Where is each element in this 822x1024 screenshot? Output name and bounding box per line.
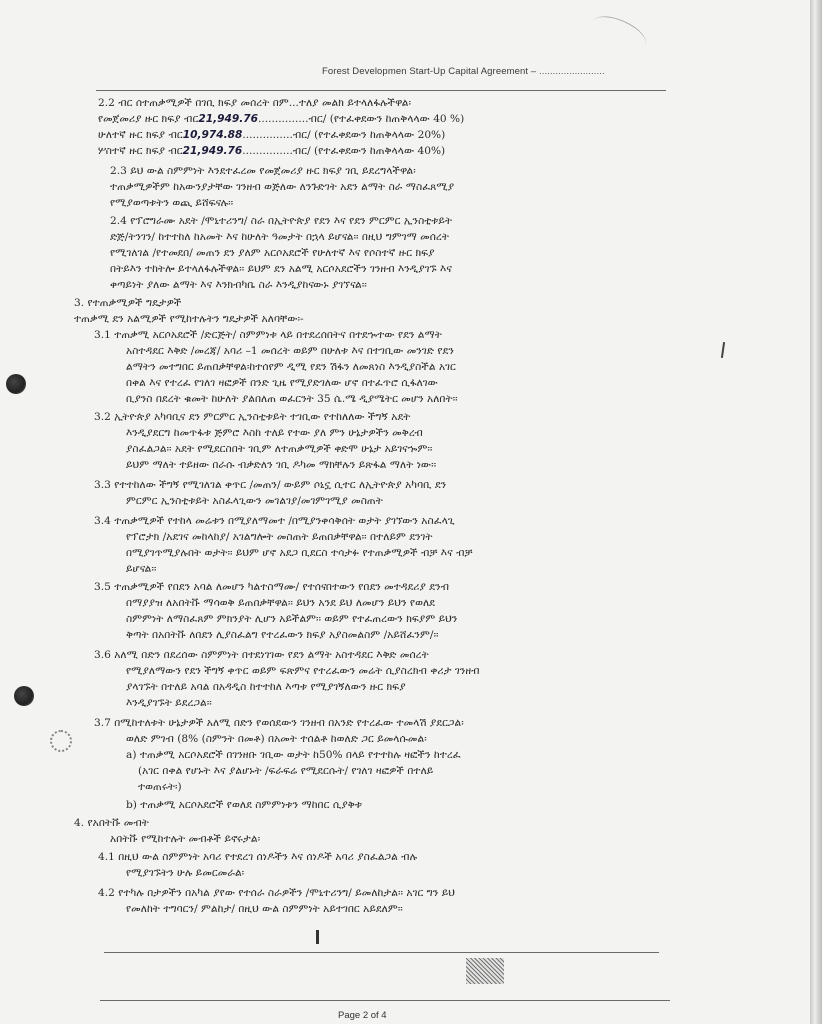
body-line <box>126 458 436 473</box>
line-text: እንዲያደርግ ከመጥፋቱ ጅምሮ እስከ ተለይ የተው ያለ ምን ሁኔታዎችን መቅረብ <box>126 427 423 439</box>
body-line <box>126 546 473 561</box>
line-text: 2.4 የፕሮግራሙ አደት /ሞኒተሪንግ/ ስራ በኢትዮጵያ የደን እና የደን ምርምር ኢንስቲቱይት <box>110 215 453 227</box>
line-text: a) ተጠቃሚ አርሶአደሮች በገንዘቡ ገቢው ወታት ከ50% በላይ የተተከሉ ዛፎችን ከተረፈ <box>126 749 461 761</box>
body-line <box>94 716 464 731</box>
punch-hole-top <box>6 374 26 394</box>
line-text: በትይእን ተከትሎ ይተላለፋሉችዋል፡፡ ይህም ደን አልሚ አርሶአደሮችን ገንዘብ እንዲያገኙ እና <box>110 263 452 275</box>
line-text: 2.2 ብር ሰተጠቃሚዎች በገቢ ክፍያ መሰረት በም...ተለያ መልክ ይተላለፋሉችዋል፡ <box>98 97 411 109</box>
line-text: ወለድ ምገብ (8% (ስምንት በመቶ) በአመት ተሰልቶ ከወለድ ጋር ይመላሱመል፡ <box>126 733 427 745</box>
line-text: አበትቩ የሚከተሉት መብቶች ይኖሩታል፡ <box>110 833 261 845</box>
body-line <box>126 696 212 711</box>
body-line <box>110 164 416 179</box>
body-line <box>126 628 438 643</box>
handwritten-amount: 21,949.76 <box>198 113 258 125</box>
line-text: ሦስተኛ ዙር ክፍያ ብር <box>98 145 183 157</box>
body-line <box>94 328 442 343</box>
body-line <box>138 764 433 779</box>
body-line <box>98 128 445 143</box>
line-text: (አገር በቀል የሆኑት እና ያልሆኑት /ፍራፍሬ የሚደርሱት/ የገለገ ዛፎዎች በተለይ <box>138 765 434 777</box>
line-text-rest: ...............ብር/ (የተፈቀደውን ከጠቅላላው 20%) <box>242 129 446 141</box>
line-text: 3.1 ተጠቃሚ አርሶአደሮች /ድርጅት/ ስምምነቱ ላይ በተደረሰበትና በተደኈተው የደን ልማት <box>94 329 442 341</box>
body-line <box>126 612 457 627</box>
body-line <box>126 562 156 577</box>
pen-scribble <box>587 9 651 57</box>
line-text: 3.5 ተጠቃሚዎች የበደን አባል ለመሆን ካልተስማሙ/ የተሰናበተውን የበደን መተዳደሪያ ደንብ <box>94 581 449 593</box>
line-text: እንዲያገኙት ይደረጋል፡፡ <box>126 697 212 709</box>
line-text: 3. የተጠቃሚዎች ግዴታዎች <box>74 297 182 309</box>
line-text: ስምምነት ለማስፈጸም ምክንያት ሊሆን አይችልም፡፡ ወይም የተፈጠረውን ክፍያም ይህን <box>126 613 458 625</box>
line-text: 4.2 የተካሉ በታዎችን በአካል ያየው የተሰራ ስራዎችን /ሞኒተሪንግ/ ይመለከታል፡፡ አገር ግን ይህ <box>98 887 455 899</box>
body-line <box>98 96 411 111</box>
stamp-mark <box>466 958 504 984</box>
line-text: ያላገኙት በተለይ አባል በአዳዲስ ከተተከለ እጣቱ የሚያገኝለውን ዙር ክፍያ <box>126 681 406 693</box>
line-text: b) ተጠቃሚ አርሶአደሮች የወለደ ስምምነቱን ማከበር ሲያቅቱ <box>126 799 362 811</box>
body-line <box>110 196 233 211</box>
line-text: ያስፈልጋል፡፡ አደት የሚደርስበት ገቢም ለተጠቃሚዎች ቀድሞ ሁኔታ አይገናኈም፡፡ <box>126 443 433 455</box>
page-edge <box>810 0 822 1024</box>
line-text: ቀጣይነት ያለው ልማት እና እንክብካቤ ስራ እንዲያከናውኑ ያገኘናል፡፡ <box>110 279 367 291</box>
handwritten-amount: 10,974.88 <box>182 129 243 141</box>
body-line <box>94 410 410 425</box>
body-line <box>110 246 435 261</box>
line-text: ድጅ/ትንገን/ ከተተከለ ከአመት እና ከሁለት ዓመታት በኋላ ይሆናል፡፡ በዚህ ግምገማ መሰረት <box>110 231 450 243</box>
body-line <box>126 360 456 375</box>
page-header <box>322 66 605 77</box>
body-line <box>138 780 182 795</box>
page-number: Page 2 of 4 <box>338 1010 387 1021</box>
body-line <box>98 144 445 159</box>
header-rule <box>96 90 666 91</box>
body-line <box>74 312 304 327</box>
body-line <box>126 376 438 391</box>
line-text: ይሆናል፡፡ <box>126 563 157 575</box>
body-line <box>110 230 449 245</box>
line-text: የሚያገኙትን ሁሉ ይመርመራል፡ <box>126 867 245 879</box>
line-text: ሁለተኛ ዙር ክፍያ ብር <box>98 129 183 141</box>
footer-rule-top <box>104 952 659 953</box>
body-line <box>126 902 403 917</box>
line-text: ቅጣት በአበትቩ ለበደን ሊያስፈልግ የተረፈውን ክፍያ አያስመልስም /አይሸፈንም/፡፡ <box>126 629 439 641</box>
body-line <box>126 798 362 813</box>
line-text: ልማትን መተግበር ይጠበቃቸዋል፡ከተሰየም ዲሚ የደን ሽፋን ለመጸነስ እንዲያስችል አገር <box>126 361 456 373</box>
body-line <box>110 214 452 229</box>
line-text: የመጀመሪያ ዙር ክፍያ ብር <box>98 113 199 125</box>
body-line <box>126 680 406 695</box>
body-line <box>126 732 427 747</box>
body-line <box>126 866 244 881</box>
body-line <box>74 816 149 831</box>
line-text: ተወጠሩት፡) <box>138 781 182 793</box>
pen-mark <box>316 930 319 944</box>
body-line <box>126 392 458 407</box>
body-line <box>98 850 417 865</box>
body-line <box>126 442 432 457</box>
body-line <box>98 112 464 127</box>
line-text: የመለከት ተግባርን/ ምልከታ/ በዚህ ውል ስምምነት አይተገበር አይደለም፡፡ <box>126 903 403 915</box>
line-text-rest: ...............ብር/ (የተፈቀደውን ከጠቅላላው 40%) <box>242 145 446 157</box>
margin-seal-mark <box>50 730 72 752</box>
line-text: የሚያወጣቱትን ወጪ ይሸፍናሉ፡፡ <box>110 197 234 209</box>
body-line <box>126 664 480 679</box>
line-text: ቢያንስ በደረት ቁመት ከሁለት ያልበለጠ ወፈርንት 35 ሴ.ሜ ዲያሜትር መሆን አለበት፡፡ <box>126 393 458 405</box>
line-text: 3.4 ተጠቃሚዎች የተከላ መሬቱን በሚያለማመተ /በሚያንቀሳቅሰት ወታት ያገኘውን አስፈላጊ <box>94 515 455 527</box>
line-text: 3.7 በሚከተለቱት ሁኔታዎች አለሚ በድን የወሰደውን ገንዘብ በአንድ የተረፈው ተመላሽ ያደርጋል፡ <box>94 717 464 729</box>
line-text: የሚያለማውን የደን ችግኝ ቀጥር ወይም ፍጽምና የተረፈውን መሬት ሲያስረክብ ቀሪታ ገንዘብ <box>126 665 480 677</box>
margin-tick-mark <box>721 342 725 358</box>
body-line <box>126 748 461 763</box>
line-text: አስተዳደር እቅድ /መረጃ/ አባሪ –1 መሰረት ወይም በሁለቱ እና በተገቢው መንገድ የደን <box>126 345 454 357</box>
body-line <box>98 886 455 901</box>
line-text: 3.2 ኢትዮጵያ አካባቢና ደን ምርምር ኢንስቲቱይት ተገቢው የተከለለው ችግኝ አደት <box>94 411 411 423</box>
line-text: 2.3 ይህ ውል ስምምነት እንደተፈረመ የመጀመሪያ ዙር ክፍያ ገቢ ይደረግላችዋል፡ <box>110 165 416 177</box>
line-text: 3.6 አለሚ በድን በደረሰው ስምምነት በተደነገገው የደን ልማት አስተዳደር እቅድ መሰረት <box>94 649 429 661</box>
body-line <box>126 530 433 545</box>
body-line <box>94 580 449 595</box>
body-line <box>110 278 367 293</box>
body-line <box>126 596 435 611</box>
line-text: የሚገለገል /የተመደበ/ መጠን ደን ያለም አርሶአደሮች የሁለተኛ እና የሶስተኛ ዙር ክፍያ <box>110 247 435 259</box>
line-text: ተጠቃሚዎችም ከአውንያታቸው ገንዘብ ወጅለው ለንጉድገት አደን ልማት ስራ ማስፈጸሚያ <box>110 181 455 193</box>
line-text: 4. የአበትቩ መብት <box>74 817 149 829</box>
footer-rule-bottom <box>100 1000 670 1001</box>
body-line <box>94 648 429 663</box>
header-dots: ........................ <box>538 66 605 77</box>
line-text: 4.1 በዚህ ውል ስምምነት አባሪ የተደረገ ሰነዶችን እና ሰነዶች አባሪ ያስፈልጋል ብሉ <box>98 851 418 863</box>
line-text: ተጠቃሚ ደን አልሚዎች የሚከተሉትን ግዴታዎች አለባቸው፡‐ <box>74 313 304 325</box>
body-line <box>110 832 260 847</box>
body-line <box>126 494 383 509</box>
body-line <box>74 296 181 311</box>
header-title: Forest Developmen Start-Up Capital Agreement – <box>322 66 537 77</box>
line-text: ምርምር ኢንስቲቱይት አስፈላጊውን መገልገያ/መገምገሚያ መስጠት <box>126 495 383 507</box>
punch-hole-bottom <box>14 686 34 706</box>
body-line <box>126 344 454 359</box>
line-text: ይህም ማለት ተይዘው በራሱ ብቃድለን ገቢ ዶካመ ማክቸሉን ይጽፋል ማለት ነው፡፡ <box>126 459 437 471</box>
handwritten-amount: 21,949.76 <box>182 145 243 157</box>
line-text: በሚያገጥሚያሉበት ወታት፡፡ ይህም ሆኖ አደጋ ቢደርስ ተሳታፉ የተጠቃሚዎች ብቻ እና ብቻ <box>126 547 473 559</box>
line-text: በማያያዝ ለአበትቩ ማሳወቅ ይጠበቃቸዋል፡፡ ይህን አንደ ይህ ለመሆን ይህን የወለደ <box>126 597 435 609</box>
body-line <box>94 514 455 529</box>
body-line <box>110 180 454 195</box>
line-text: በቀል እና የተረፈ የገለገ ዛፎዎች በንድ ጊዜ የሚያድገለው ሆኖ በተፈጥሮ ሲፋለገው <box>126 377 438 389</box>
body-line <box>110 262 452 277</box>
body-line <box>94 478 446 493</box>
line-text: 3.3 የተተከለው ችግኝ የሚገለገል ቀጥር /መጠን/ ውይም ሶኒኗ ሲተር ለኢትዮጵያ አካባቢ ደን <box>94 479 447 491</box>
line-text-rest: ...............ብር/ (የተፈቀደውን ከጠቅላላው 40 %) <box>257 113 465 125</box>
body-line <box>126 426 423 441</box>
line-text: የፕሮታክ /አደገና መከላከያ/ አገልግሎት መስጠት ይጠበቃቸዋል፡፡ በተለይም ደንገት <box>126 531 433 543</box>
